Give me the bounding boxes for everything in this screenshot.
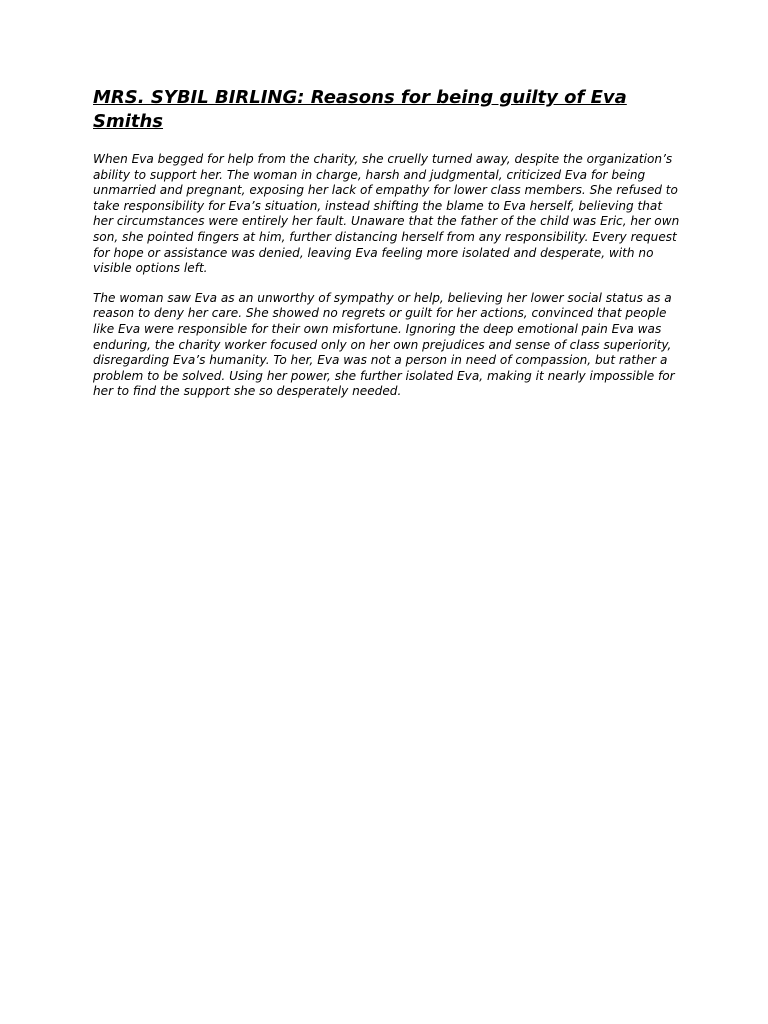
document-title: MRS. SYBIL BIRLING: Reasons for being guilty of Eva Smiths — [93, 87, 627, 132]
paragraph-2: The woman saw Eva as an unworthy of sympathy or help, believing her lower social status as a reason to deny her care. She showed no regrets or guilt for her actions, convinced that people like Eva were responsible for their own misfortune. Ignoring the deep emotional pain Eva was enduring, the charity worker focused only on her own prejudices and sense of class superiority, disregarding Eva’s humanity. To her, Eva was not a person in need of compassion, but rather a problem to be solved. Using her power, she further isolated Eva, making it nearly impossible for her to find the support she so desperately needed. — [93, 290, 675, 399]
paragraph-1: When Eva begged for help from the charity, she cruelly turned away, despite the organization’s ability to support her. The woman in charge, harsh and judgmental, criticized Eva for being unmarried and pregnant, exposing her lack of empathy for lower class members. She refused to take responsibility for Eva’s situation, instead shifting the blame to Eva herself, believing that her circumstances were entirely her fault. Unaware that the father of the child was Eric, her own son, she pointed fingers at him, further distancing herself from any responsibility. Every request for hope or assistance was denied, leaving Eva feeling more isolated and desperate, with no visible options left. — [93, 152, 680, 276]
document-page — [93, 86, 683, 400]
